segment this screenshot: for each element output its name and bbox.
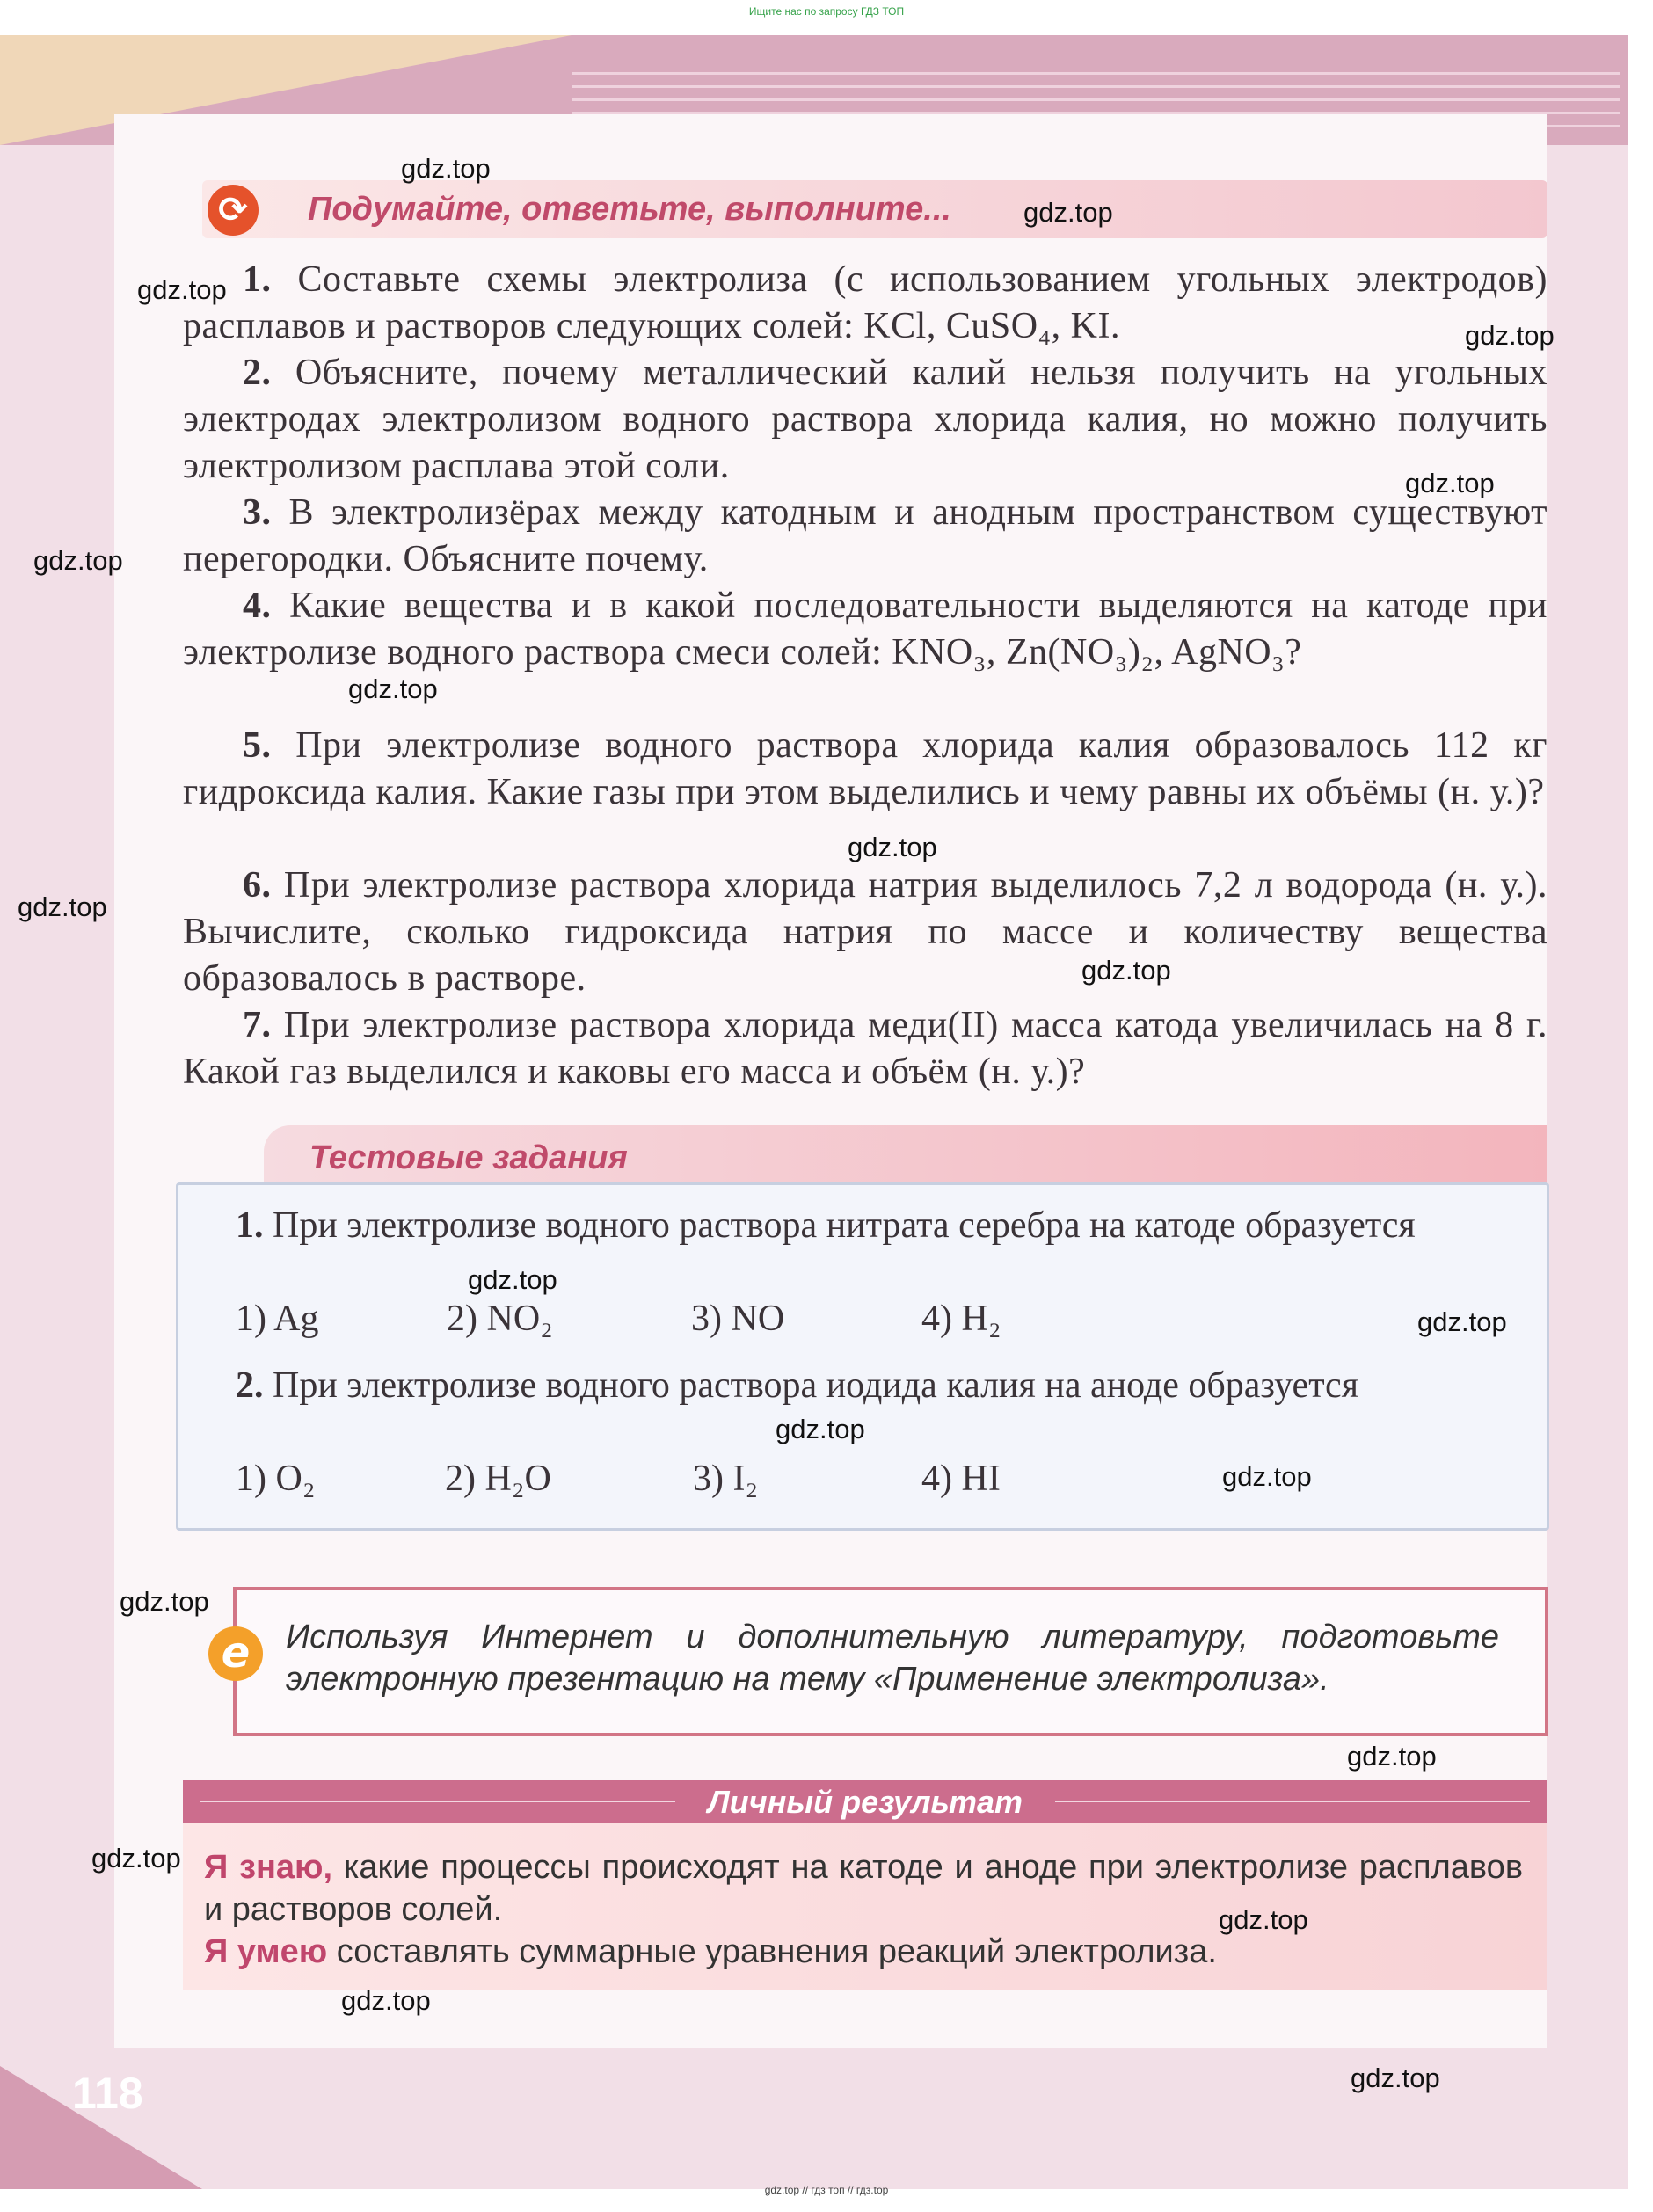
know-label: Я знаю,: [204, 1849, 333, 1886]
gdz-watermark: gdz.top: [1222, 1461, 1312, 1492]
page-number: 118: [72, 2069, 143, 2118]
gdz-watermark: gdz.top: [1351, 2063, 1440, 2093]
question-number: 4.: [243, 586, 272, 626]
can-text: составлять суммарные уравнения реакций электролиза.: [336, 1933, 1217, 1970]
tests-title: Тестовые задания: [309, 1139, 628, 1176]
gdz-watermark: gdz.top: [341, 1985, 431, 2016]
test-option: 4) H₂: [921, 1299, 1001, 1339]
personal-result-bar: [183, 1780, 1547, 1823]
question-text: При электролизе водного раствора хлорида калия образовалось 112 кг гидроксида калия. Какие газы при этом выделились и чему равны их объёмы (н. у.)?: [183, 725, 1547, 812]
watermark-top: Ищите нас по запросу ГДЗ ТОП: [748, 5, 905, 18]
tests-header: [264, 1125, 1547, 1187]
gdz-watermark: gdz.top: [33, 545, 123, 576]
question-number: 7.: [243, 1005, 272, 1045]
question-text: При электролизе раствора хлорида меди(II) масса катода увеличилась на 8 г. Какой газ выделился и каковы его масса и объём (н. у.)?: [183, 1005, 1548, 1092]
refresh-icon: ⟳: [208, 185, 259, 236]
question-number: 3.: [243, 492, 272, 533]
gdz-watermark: gdz.top: [1081, 955, 1171, 986]
question-4: [183, 583, 1547, 676]
question-text: Какие вещества и в какой последовательности выделяются на катоде при электролизе водного раствора смеси солей: KNO₃, Zn(NO₃)₂, AgNO₃?: [183, 586, 1548, 673]
gdz-watermark: gdz.top: [776, 1414, 865, 1444]
personal-result-title: Личный результат: [707, 1784, 1023, 1820]
can-label: Я умею: [204, 1933, 328, 1970]
gdz-watermark: gdz.top: [348, 673, 438, 704]
internet-e-icon: e: [208, 1626, 263, 1681]
gdz-watermark: gdz.top: [137, 274, 227, 305]
gdz-watermark: gdz.top: [468, 1264, 557, 1295]
test-option: 3) NO: [691, 1299, 785, 1339]
question-text: Объясните, почему металлический калий нельзя получить на угольных электродах электролизом водного раствора хлорида калия, но можно получить электролизом расплава этой соли.: [183, 353, 1547, 486]
test-option: 2) NO₂: [447, 1299, 553, 1339]
test-option: 1) O₂: [236, 1459, 316, 1499]
test-option: 3) I₂: [693, 1459, 759, 1499]
question-text: В электролизёрах между катодным и анодным пространством существуют перегородки. Объясните почему.: [183, 492, 1548, 579]
test-option: 1) Ag: [236, 1299, 319, 1339]
question-text: При электролизе раствора хлорида натрия выделилось 7,2 л водорода (н. у.). Вычислите, сколько гидроксида натрия по массе и количеству вещества образовалось в растворе.: [183, 865, 1548, 999]
question-number: 6.: [243, 865, 272, 906]
question-2: [183, 350, 1547, 490]
test-text: При электролизе водного раствора иодида калия на аноде образуется: [273, 1365, 1359, 1406]
gdz-watermark: gdz.top: [120, 1586, 209, 1617]
question-number: 1.: [243, 259, 272, 300]
know-text: какие процессы происходят на катоде и аноде при электролизе расплавов и растворов солей.: [204, 1849, 1524, 1928]
question-5: [183, 723, 1547, 816]
test-number: 2.: [236, 1365, 264, 1406]
question-text: Составьте схемы электролиза (с использованием угольных электродов) расплавов и растворов следующих солей: KCl, CuSO₄, KI.: [183, 259, 1548, 346]
gdz-watermark: gdz.top: [18, 891, 107, 922]
personal-result-text: [204, 1846, 1523, 1973]
section-title: Подумайте, ответьте, выполните...: [308, 191, 951, 228]
gdz-watermark: gdz.top: [1347, 1741, 1437, 1772]
question-7: [183, 1002, 1547, 1095]
test-question-2: [236, 1363, 1493, 1409]
internet-task-text: Используя Интернет и дополнительную литературу, подготовьте электронную презентацию на тему «Применение электролиза».: [286, 1619, 1499, 1698]
gdz-watermark: gdz.top: [1417, 1306, 1507, 1337]
test-option: 4) HI: [921, 1459, 1001, 1499]
question-6: [183, 862, 1547, 1002]
question-number: 2.: [243, 353, 272, 393]
test-number: 1.: [236, 1205, 264, 1246]
question-1: [183, 257, 1547, 350]
test-option: 2) H₂O: [445, 1459, 551, 1499]
watermark-bottom: gdz.top // гдз топ // гдз.top: [764, 2184, 889, 2196]
gdz-watermark: gdz.top: [1465, 320, 1555, 351]
gdz-watermark: gdz.top: [1405, 468, 1495, 498]
test-text: При электролизе водного раствора нитрата серебра на катоде образуется: [273, 1205, 1416, 1246]
question-3: [183, 490, 1547, 583]
gdz-watermark: gdz.top: [1219, 1904, 1308, 1935]
gdz-watermark: gdz.top: [401, 153, 491, 184]
gdz-watermark: gdz.top: [91, 1843, 181, 1874]
gdz-watermark: gdz.top: [848, 832, 937, 862]
gdz-watermark: gdz.top: [1023, 197, 1113, 228]
question-number: 5.: [243, 725, 272, 766]
test-question-1: [236, 1203, 1493, 1249]
section-header: [202, 180, 1547, 238]
